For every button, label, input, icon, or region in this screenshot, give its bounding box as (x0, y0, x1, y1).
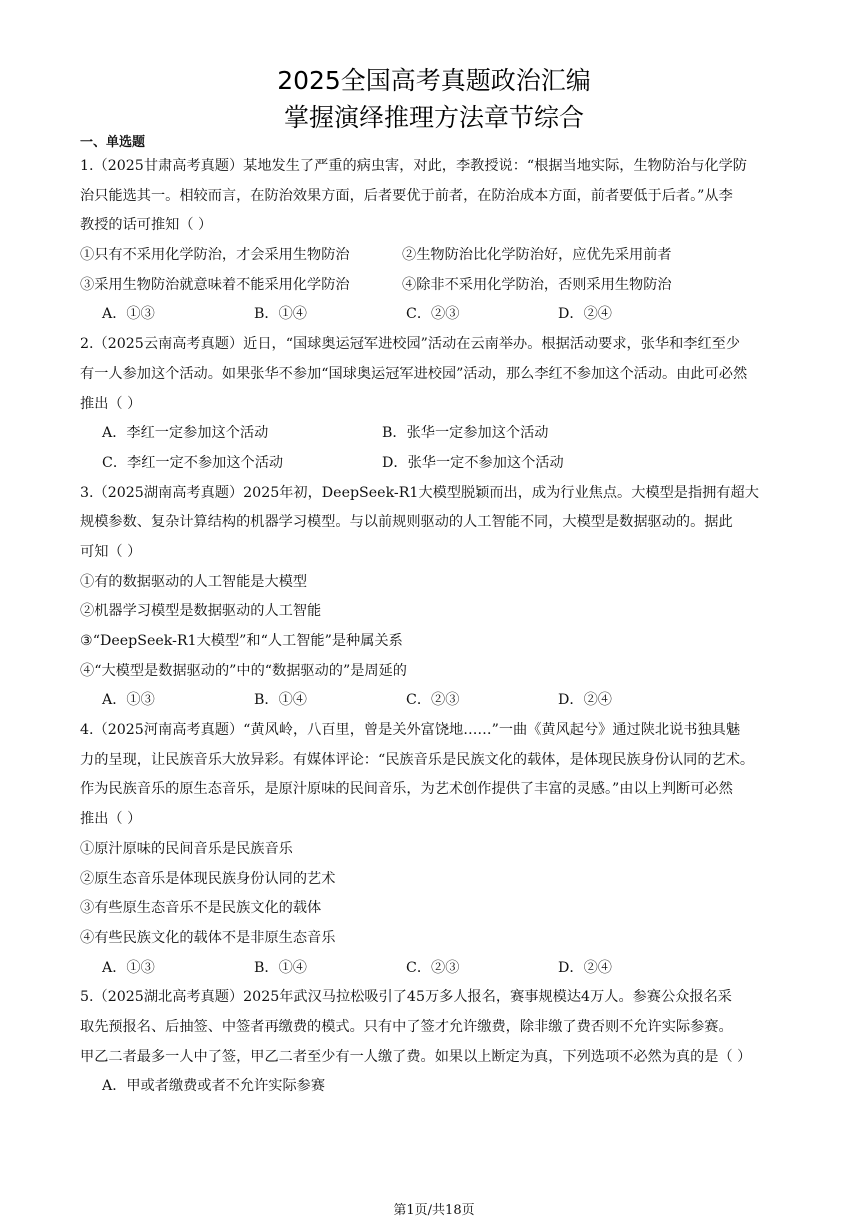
q2-stem-line-3: 推出（ ） (80, 395, 142, 412)
q1-option-d: D．②④ (558, 306, 612, 323)
q5-stem-line-1: 5.（2025湖北高考真题）2025年武汉马拉松吸引了45万多人报名，赛事规模达4万人。参赛公众报名采 (80, 989, 732, 1006)
q1-statements-row-2 (80, 271, 792, 301)
q4-statement-4: ④有些民族文化的载体不是非原生态音乐 (80, 929, 336, 946)
q4-option-c: C．②③ (406, 959, 460, 976)
q4-options (80, 954, 792, 984)
document-subtitle: 掌握演绎推理方法章节综合 (283, 103, 584, 132)
q2-options-row-1 (80, 419, 792, 449)
document-title: 2025全国高考真题政治汇编 (277, 66, 591, 95)
q3-options (80, 686, 792, 716)
q5-stem-line-2: 取先预报名、后抽签、中签者再缴费的模式。只有中了签才允许缴费，除非缴了费否则不允许实际参赛。 (80, 1018, 733, 1035)
q4-option-a: A．①③ (102, 959, 155, 976)
q2-stem-line-2: 有一人参加这个活动。如果张华不参加“国球奥运冠军进校园”活动，那么李红不参加这个活动。由此可必然 (80, 365, 748, 382)
q2-option-a: A．李红一定参加这个活动 (102, 425, 269, 442)
q5-option-a: A．甲或者缴费或者不允许实际参赛 (102, 1078, 326, 1095)
q3-option-a: A．①③ (102, 692, 155, 709)
q1-statement-4: ④除非不采用化学防治，否则采用生物防治 (402, 276, 672, 293)
q1-statement-2: ②生物防治比化学防治好，应优先采用前者 (402, 247, 672, 264)
q1-stem-line-3: 教授的话可推知（ ） (80, 217, 213, 234)
questions-body (80, 152, 792, 1102)
q3-statement-4: ④“大模型是数据驱动的”中的“数据驱动的”是周延的 (80, 662, 407, 679)
q2-option-c: C．李红一定不参加这个活动 (102, 454, 284, 471)
q4-option-b: B．①④ (254, 959, 307, 976)
q1-statement-1: ①只有不采用化学防治，才会采用生物防治 (80, 247, 350, 264)
q1-option-b: B．①④ (254, 306, 307, 323)
q3-statement-1: ①有的数据驱动的人工智能是大模型 (80, 573, 308, 590)
q4-statement-1: ①原汁原味的民间音乐是民族音乐 (80, 840, 293, 857)
q3-stem-line-3: 可知（ ） (80, 543, 142, 560)
q3-option-c: C．②③ (406, 692, 460, 709)
q3-option-b: B．①④ (254, 692, 307, 709)
q1-stem-line-1: 1.（2025甘肃高考真题）某地发生了严重的病虫害，对此，李教授说：“根据当地实际，生物防治与化学防 (80, 158, 747, 174)
q1-statements-row-1 (80, 241, 792, 271)
q1-options (80, 300, 792, 330)
q5-stem-line-3: 甲乙二者最多一人中了签，甲乙二者至少有一人缴了费。如果以上断定为真，下列选项不必然为真的是（ ） (80, 1048, 752, 1065)
q3-option-d: D．②④ (558, 692, 612, 709)
q4-option-d: D．②④ (558, 959, 612, 976)
section-heading: 一、单选题 (80, 135, 146, 150)
page-number: 第1页/共18页 (393, 1203, 475, 1218)
q4-stem-line-4: 推出（ ） (80, 811, 142, 828)
q2-option-d: D．张华一定不参加这个活动 (382, 454, 564, 471)
q4-stem-line-1: 4.（2025河南高考真题）“黄风岭，八百里，曾是关外富饶地……”一曲《黄风起兮》通过陕北说书独具魅 (80, 722, 741, 739)
q2-stem-line-1: 2.（2025云南高考真题）近日，“国球奥运冠军进校园”活动在云南举办。根据活动要求，张华和李红至少 (80, 336, 741, 353)
q1-option-c: C．②③ (406, 306, 460, 323)
q4-statement-2: ②原生态音乐是体现民族身份认同的艺术 (80, 870, 336, 887)
q3-statement-2: ②机器学习模型是数据驱动的人工智能 (80, 603, 322, 620)
q3-stem-line-1: 3.（2025湖南高考真题）2025年初，DeepSeek-R1大模型脱颖而出，成为行业焦点。大模型是指拥有超大 (80, 484, 759, 501)
q2-option-b: B．张华一定参加这个活动 (382, 425, 549, 442)
q1-option-a: A．①③ (102, 306, 155, 323)
q4-statement-3: ③有些原生态音乐不是民族文化的载体 (80, 900, 322, 917)
q1-statement-3: ③采用生物防治就意味着不能采用化学防治 (80, 276, 350, 293)
q3-stem-line-2: 规模参数、复杂计算结构的机器学习模型。与以前规则驱动的人工智能不同，大模型是数据驱动的。据此 (80, 514, 733, 531)
q4-stem-line-3: 作为民族音乐的原生态音乐，是原汁原味的民间音乐，为艺术创作提供了丰富的灵感。”由以上判断可必然 (80, 781, 733, 798)
q4-stem-line-2: 力的呈现，让民族音乐大放异彩。有媒体评论：“民族音乐是民族文化的载体，是体现民族身份认同的艺术。 (80, 751, 755, 768)
q1-stem-line-2: 治只能选其一。相较而言，在防治效果方面，后者要优于前者，在防治成本方面，前者要低于后者。”从李 (80, 187, 733, 204)
q3-statement-3: ③“DeepSeek-R1大模型”和“人工智能”是种属关系 (80, 633, 403, 649)
q2-options-row-2 (80, 449, 792, 479)
